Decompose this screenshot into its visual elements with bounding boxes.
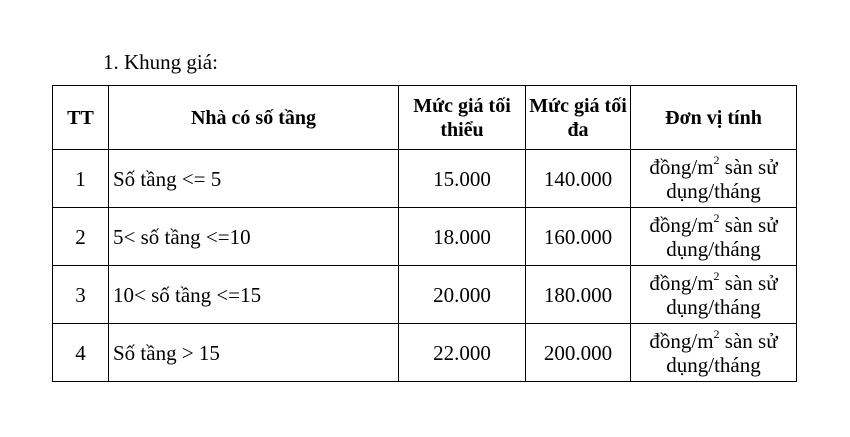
section-heading: 1. Khung giá: xyxy=(103,50,218,74)
cell-floors: Số tầng > 15 xyxy=(109,324,399,382)
unit-superscript: 2 xyxy=(713,326,720,341)
table-row xyxy=(53,324,797,382)
table-header-row xyxy=(53,86,797,150)
cell-unit xyxy=(631,324,797,382)
unit-prefix: đồng/m xyxy=(649,154,714,179)
cell-tt: 3 xyxy=(53,266,109,324)
unit-superscript: 2 xyxy=(713,152,720,167)
cell-tt: 1 xyxy=(53,150,109,208)
cell-tt: 2 xyxy=(53,208,109,266)
cell-unit xyxy=(631,266,797,324)
table-row xyxy=(53,208,797,266)
header-unit: Đơn vị tính xyxy=(631,86,797,150)
cell-max-price: 200.000 xyxy=(526,324,631,382)
unit-prefix: đồng/m xyxy=(649,270,714,295)
cell-min-price: 15.000 xyxy=(399,150,526,208)
cell-max-price: 140.000 xyxy=(526,150,631,208)
unit-prefix: đồng/m xyxy=(649,212,714,237)
cell-unit xyxy=(631,208,797,266)
unit-superscript: 2 xyxy=(713,268,720,283)
unit-suffix: sàn sử dụng/tháng xyxy=(666,212,778,261)
cell-unit xyxy=(631,150,797,208)
table-row xyxy=(53,266,797,324)
cell-floors: 5< số tầng <=10 xyxy=(109,208,399,266)
cell-floors: 10< số tầng <=15 xyxy=(109,266,399,324)
unit-suffix: sàn sử dụng/tháng xyxy=(666,328,778,377)
unit-suffix: sàn sử dụng/tháng xyxy=(666,270,778,319)
header-floors: Nhà có số tầng xyxy=(109,86,399,150)
cell-min-price: 22.000 xyxy=(399,324,526,382)
header-tt: TT xyxy=(53,86,109,150)
cell-min-price: 18.000 xyxy=(399,208,526,266)
cell-max-price: 180.000 xyxy=(526,266,631,324)
cell-max-price: 160.000 xyxy=(526,208,631,266)
unit-superscript: 2 xyxy=(713,210,720,225)
price-frame-table xyxy=(52,85,797,382)
unit-suffix: sàn sử dụng/tháng xyxy=(666,154,778,203)
table-row xyxy=(53,150,797,208)
header-max-price: Mức giá tối đa xyxy=(526,86,631,150)
cell-min-price: 20.000 xyxy=(399,266,526,324)
cell-floors: Số tầng <= 5 xyxy=(109,150,399,208)
header-min-price: Mức giá tối thiểu xyxy=(399,86,526,150)
unit-prefix: đồng/m xyxy=(649,328,714,353)
cell-tt: 4 xyxy=(53,324,109,382)
